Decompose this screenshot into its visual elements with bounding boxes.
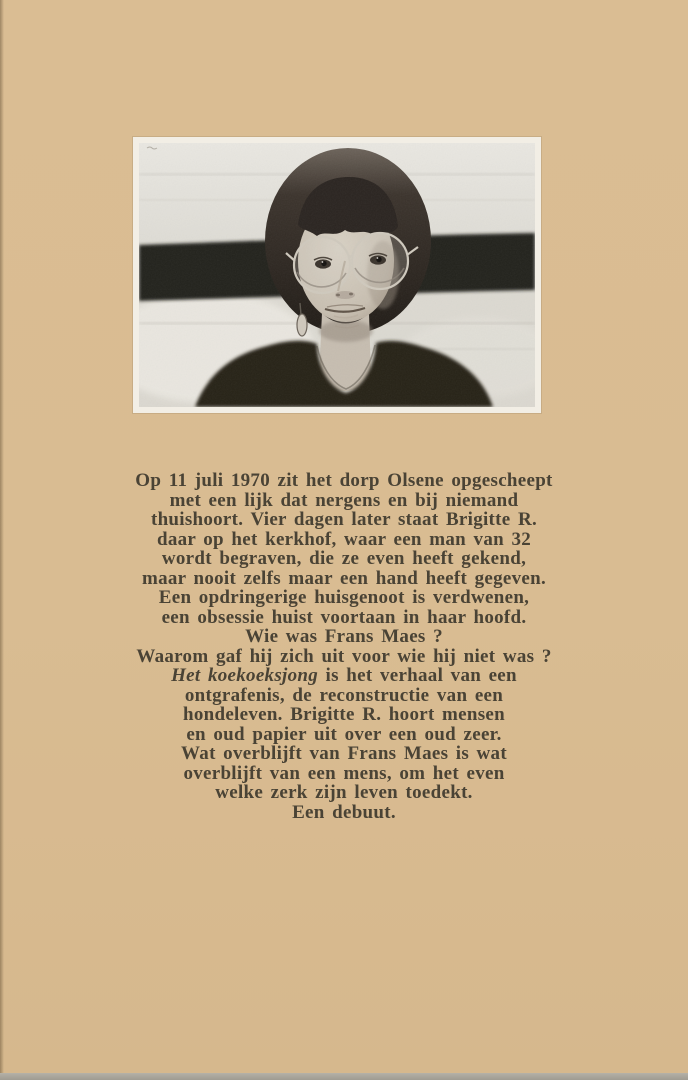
back-text-line: Wie was Frans Maes ? [245, 626, 443, 647]
back-text-line: daar op het kerkhof, waar een man van 32 [156, 528, 532, 550]
back-text-line: een obsessie huist voortaan in haar hoofd. [161, 606, 527, 628]
back-text-line: ontgrafenis, de reconstructie van een [184, 684, 504, 706]
back-text-line: maar nooit zelfs maar een hand heeft gegeven. [141, 567, 547, 589]
author-photo-frame [133, 137, 541, 413]
back-text-line: Wat overblijft van Frans Maes is wat [181, 743, 507, 764]
book-title-italic: Het koekoeksjong [171, 665, 318, 686]
back-text-line: Op 11 juli 1970 zit het dorp Olsene opgescheept [135, 470, 553, 491]
back-text-line: wordt begraven, die ze even heeft gekend, [161, 548, 527, 569]
back-text-line: hondeleven. Brigitte R. hoort mensen [182, 704, 505, 725]
photo-grain-overlay [139, 143, 535, 407]
scan-bottom-edge [0, 1073, 688, 1080]
author-photo [139, 143, 535, 407]
back-text-line: thuishoort. Vier dagen later staat Brigitte R. [150, 509, 538, 530]
back-text-line: overblijft van een mens, om het even [183, 762, 505, 784]
back-text-line: Waarom gaf hij zich uit voor wie hij niet was ? [136, 645, 552, 667]
back-text-line: welke zerk zijn leven toedekt. [215, 782, 473, 803]
back-cover-text [0, 471, 688, 822]
back-text-line: en oud papier uit over een oud zeer. [186, 723, 502, 745]
back-text-title-rest: is het verhaal van een [325, 665, 517, 686]
back-text-line: met een lijk dat nergens en bij niemand [169, 489, 519, 511]
back-text-line: Een opdringerige huisgenoot is verdwenen, [158, 587, 530, 608]
back-text-line: Een debuut. [292, 801, 396, 823]
back-text-title-line [0, 666, 688, 686]
